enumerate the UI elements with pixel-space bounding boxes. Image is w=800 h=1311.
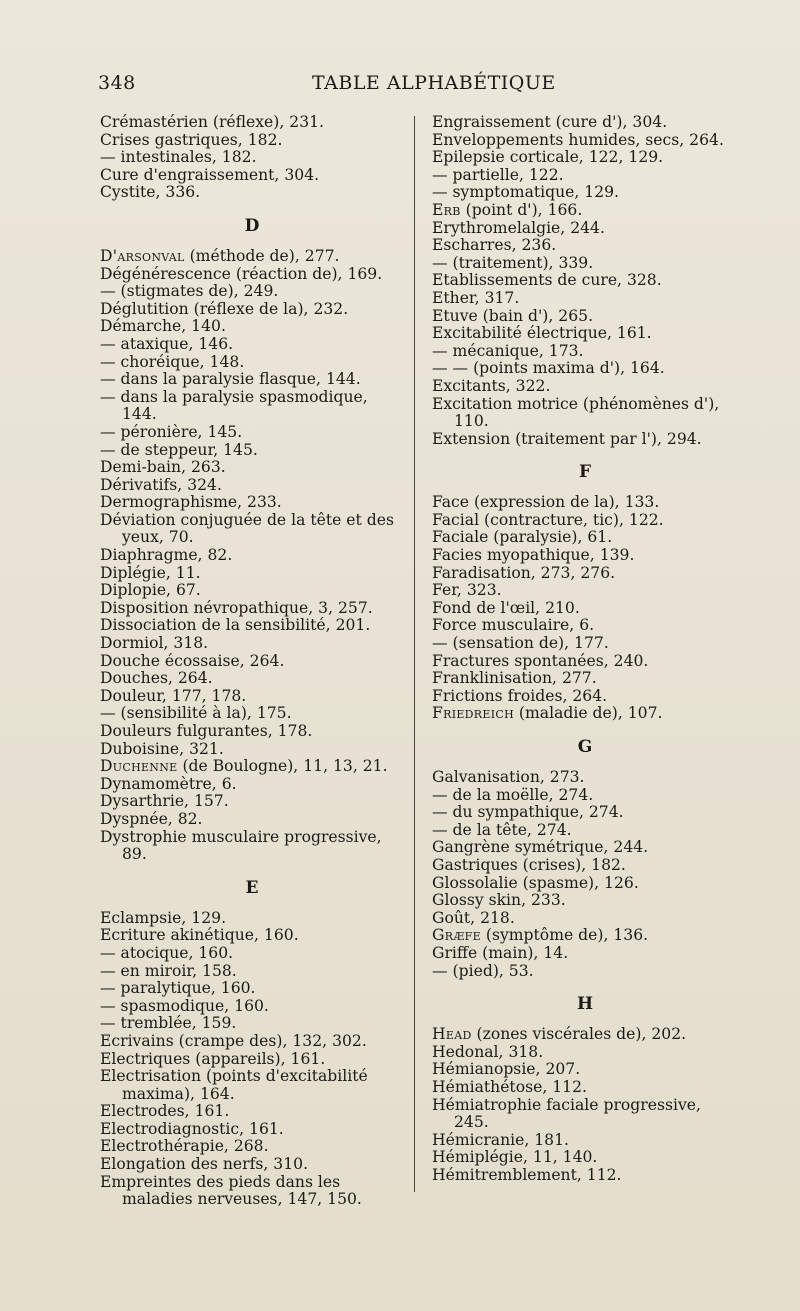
index-entry: Excitation motrice (phénomènes d'), 110. [432,394,720,431]
index-entry: Demi-bain, 263. [100,458,226,477]
index-entry: Hémiathétose, 112. [432,1077,587,1096]
index-entry: — partielle, 122. [432,165,564,184]
index-entry: Fractures spontanées, 240. [432,651,649,670]
entry-text: (symptôme de), 136. [480,926,649,945]
column-divider [414,116,415,1192]
index-entry: Cystite, 336. [100,183,201,202]
index-entry: Extension (traitement par l'), 294. [432,429,702,448]
entry-text: (point d'), 166. [460,200,583,219]
index-entry: Elongation des nerfs, 310. [100,1155,309,1174]
index-entry: — de la tête, 274. [432,820,572,839]
entry-proper-name: Head [432,1025,472,1044]
entry-proper-name: Græfe [432,926,481,945]
entry-text: (maladie de), 107. [513,704,663,723]
index-entry: Douche écossaise, 264. [100,651,285,670]
entry-proper-name: D'arsonval [100,246,185,265]
index-entry: Goût, 218. [432,908,515,927]
index-entry: Epilepsie corticale, 122, 129. [432,148,664,167]
entry-text: (méthode de), 277. [184,246,340,265]
index-entry: Fer, 323. [432,581,502,600]
index-entry: Etablissements de cure, 328. [432,271,662,290]
index-entry: Déviation conjuguée de la tête et des yeux, 70. [100,510,394,547]
section-letter: F [578,462,592,483]
index-entry: Hedonal, 318. [432,1042,544,1061]
index-entry: Excitants, 322. [432,376,551,395]
index-entry: Hémiplégie, 11, 140. [432,1148,598,1167]
index-entry: Eclampsie, 129. [100,908,227,927]
index-entry: Force musculaire, 6. [432,616,595,635]
index-entry: Dystrophie musculaire progressive, 89. [100,827,382,864]
index-entry [432,202,738,220]
index-entry: Hémianopsie, 207. [432,1060,581,1079]
index-entry: Crises gastriques, 182. [100,130,283,149]
entry-proper-name: Erb [432,200,461,219]
right-column [432,114,738,1184]
index-entry: — dans la paralysie flasque, 144. [100,370,361,389]
index-entry [100,758,404,776]
index-entry: — (sensation de), 177. [432,634,609,653]
index-entry: — (sensibilité à la), 175. [100,704,292,723]
index-entry: — symptomatique, 129. [432,183,620,202]
index-entry: Diplégie, 11. [100,563,201,582]
left-column [100,114,404,1209]
index-entry: Glossolalie (spasme), 126. [432,873,639,892]
index-entry: — (stigmates de), 249. [100,282,279,301]
index-entry: — (pied), 53. [432,961,534,980]
index-entry: Hémiatrophie faciale progressive, 245. [432,1095,701,1132]
index-entry: Dormiol, 318. [100,634,209,653]
index-entry: Facies myopathique, 139. [432,546,635,565]
index-entry: Ecriture akinétique, 160. [100,926,299,945]
index-entry: Electrodes, 161. [100,1102,230,1121]
index-entry: Dynamomètre, 6. [100,774,237,793]
page-number: 348 [98,72,136,94]
index-entry: Enveloppements humides, secs, 264. [432,130,724,149]
section-letter: G [577,737,593,757]
index-entry: — de steppeur, 145. [100,440,258,459]
index-entry: — mécanique, 173. [432,341,584,360]
index-entry: Dégénérescence (réaction de), 169. [100,264,383,283]
index-entry: Duboisine, 321. [100,739,224,758]
index-entry [100,248,404,266]
index-entry: Facial (contracture, tic), 122. [432,510,664,529]
index-entry [432,1026,738,1044]
index-entry: — péronière, 145. [100,422,243,441]
index-entry: Franklinisation, 277. [432,669,597,688]
entry-text: (de Boulogne), 11, 13, 21. [177,757,388,776]
index-entry: Etuve (bain d'), 265. [432,306,594,325]
index-entry: — du sympathique, 274. [432,803,624,822]
index-entry: — (traitement), 339. [432,253,594,272]
index-entry: Excitabilité électrique, 161. [432,324,652,343]
index-entry: Dissociation de la sensibilité, 201. [100,616,371,635]
index-entry: Electriques (appareils), 161. [100,1049,326,1068]
index-entry: Diaphragme, 82. [100,546,233,565]
index-entry: — ataxique, 146. [100,334,234,353]
index-entry: Douleurs fulgurantes, 178. [100,722,313,740]
index-entry: Diplopie, 67. [100,581,201,600]
index-entry: Faciale (paralysie), 61. [432,528,613,547]
index-entry: Griffe (main), 14. [432,943,569,962]
index-entry [432,705,738,723]
index-entry: Electrisation (points d'excitabilité maxima), 164. [100,1067,368,1103]
index-entry: Dérivatifs, 324. [100,475,222,494]
index-entry: Hémitremblement, 112. [432,1165,622,1184]
index-entry: Dyspnée, 82. [100,809,203,828]
index-entry: — spasmodique, 160. [100,996,269,1015]
index-entry: Empreintes des pieds dans les maladies nerveuses, 147, 150. [100,1172,362,1209]
index-entry: Electrothérapie, 268. [100,1137,269,1156]
index-entry: Glossy skin, 233. [432,891,566,910]
index-entry: Dermographisme, 233. [100,493,282,512]
index-entry: Ecrivains (crampe des), 132, 302. [100,1031,367,1050]
index-entry: Face (expression de la), 133. [432,493,660,512]
section-letter: D [244,215,260,236]
index-entry: Gangrène symétrique, 244. [432,838,649,857]
index-entry: — — (points maxima d'), 164. [432,359,665,378]
index-entry: Crémastérien (réflexe), 231. [100,113,325,131]
index-entry: — paralytique, 160. [100,979,256,998]
index-entry: Hémicranie, 181. [432,1130,569,1149]
index-entry: — en miroir, 158. [100,961,237,980]
entry-proper-name: Friedreich [432,704,514,723]
section-letter: H [576,994,594,1015]
index-entry: Démarche, 140. [100,317,226,336]
index-entry: — dans la paralysie spasmodique, 144. [100,387,368,424]
index-entry: Frictions froides, 264. [432,686,608,705]
index-entry: — atocique, 160. [100,943,234,962]
index-entry: Déglutition (réflexe de la), 232. [100,299,349,318]
index-entry [432,927,738,945]
index-entry: Escharres, 236. [432,236,557,255]
index-entry: Fond de l'œil, 210. [432,598,580,617]
index-entry: Ether, 317. [432,288,520,307]
index-entry: Douleur, 177, 178. [100,686,247,705]
page-title: TABLE ALPHABÉTIQUE [312,72,556,94]
index-entry: Galvanisation, 273. [432,768,585,786]
index-entry: Engraissement (cure d'), 304. [432,113,668,131]
index-entry: Disposition névropathique, 3, 257. [100,598,373,617]
entry-proper-name: Duchenne [100,757,178,776]
index-entry: Electrodiagnostic, 161. [100,1119,284,1138]
index-entry: Faradisation, 273, 276. [432,563,616,582]
index-entry: Erythromelalgie, 244. [432,218,605,237]
index-entry: Cure d'engraissement, 304. [100,165,320,184]
index-entry: Gastriques (crises), 182. [432,855,626,874]
index-entry: Douches, 264. [100,669,213,688]
index-entry: Dysarthrie, 157. [100,792,229,811]
entry-text: (zones viscérales de), 202. [471,1025,687,1044]
index-entry: — intestinales, 182. [100,148,257,167]
index-entry: — tremblée, 159. [100,1014,237,1033]
index-entry: — choréique, 148. [100,352,245,371]
index-entry: — de la moëlle, 274. [432,785,594,804]
section-letter: E [245,877,259,898]
